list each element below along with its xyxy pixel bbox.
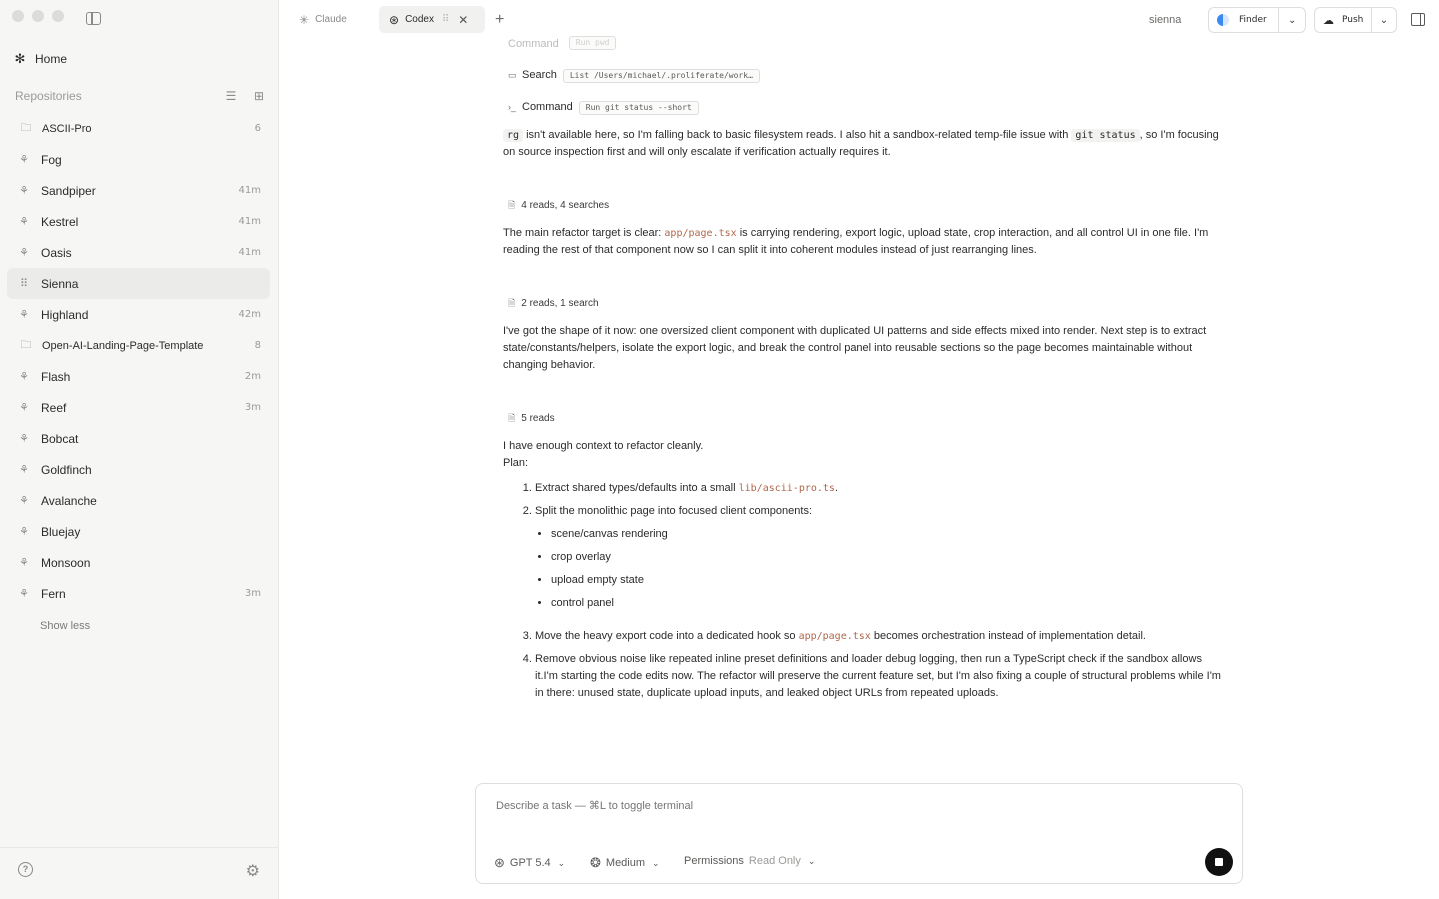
tree-icon: ⚘ — [19, 371, 29, 383]
window-controls — [12, 10, 64, 22]
openai-icon: ⊛ — [389, 12, 400, 27]
sidebar-item-label: Monsoon — [41, 555, 91, 570]
inline-code: app/page.tsx — [664, 228, 737, 239]
loading-dots-icon: ⠿ — [441, 14, 449, 25]
sidebar-workspace-item[interactable] — [7, 299, 270, 330]
plan-substep: • scene/canvas rendering — [551, 526, 1223, 543]
tree-icon: ⚘ — [19, 526, 29, 538]
command-tool-label: Command — [522, 101, 573, 113]
inline-code: lib/ascii-pro.ts — [738, 483, 835, 494]
repositories-header — [15, 89, 266, 103]
sidebar-workspace-item[interactable] — [7, 175, 270, 206]
tree-icon: ⚘ — [19, 464, 29, 476]
inline-code: git status — [1071, 129, 1139, 142]
sidebar-toggle-icon[interactable] — [86, 12, 101, 25]
sidebar-workspace-item[interactable] — [7, 423, 270, 454]
close-tab-icon[interactable]: ✕ — [458, 12, 469, 27]
help-icon[interactable]: ? — [18, 862, 33, 877]
sidebar-item-label: Sandpiper — [41, 183, 96, 198]
main-panel — [279, 0, 1439, 899]
folder-icon: ▭ — [508, 70, 517, 80]
home-link[interactable] — [14, 51, 67, 67]
sidebar-item-meta: 6 — [254, 123, 261, 134]
search-tool-label: Search — [522, 69, 557, 81]
permissions-label: Permissions — [684, 855, 744, 867]
terminal-icon: ›_ — [508, 102, 517, 112]
plan-step — [535, 503, 1223, 612]
right-panel-toggle-icon[interactable] — [1411, 13, 1425, 26]
push-label: Push — [1342, 15, 1364, 25]
close-window-button[interactable] — [12, 10, 24, 22]
sidebar-item-label: Highland — [41, 307, 89, 322]
message-paragraph — [503, 438, 1223, 472]
loading-dots-icon: ⠿ — [19, 278, 29, 290]
push-button[interactable] — [1315, 8, 1372, 32]
sidebar-workspace-item[interactable] — [7, 454, 270, 485]
sidebar-workspace-item[interactable] — [7, 547, 270, 578]
workspace-label: sienna — [1149, 14, 1182, 26]
finder-button[interactable] — [1209, 8, 1279, 32]
reads-summary-label: 2 reads, 1 search — [521, 298, 599, 309]
sidebar-workspace-item[interactable] — [7, 206, 270, 237]
tree-icon: ⚘ — [19, 154, 29, 166]
sidebar-workspace-item[interactable] — [7, 237, 270, 268]
stop-button[interactable] — [1205, 848, 1233, 876]
command-tool-row[interactable] — [508, 99, 699, 116]
finder-button-group — [1208, 7, 1306, 33]
model-selector[interactable] — [494, 855, 565, 871]
sidebar — [0, 0, 279, 899]
sidebar-workspace-item[interactable] — [7, 392, 270, 423]
plan-list — [535, 480, 1223, 708]
effort-label: Medium — [605, 857, 646, 869]
permissions-selector[interactable] — [684, 855, 815, 867]
message-text: isn't available here, so I'm falling back to basic filesystem reads. I also hit a sandbox-related temp-file issue with — [523, 129, 1072, 141]
sidebar-item-label: Bluejay — [41, 524, 81, 539]
sidebar-item-meta: 3m — [244, 402, 261, 413]
message-text: is carrying rendering, export logic, upload state, crop interaction, and all control UI in one file. I'm reading the rest of that component now so I can split it into coherent modules instead of just rearranging lines. — [503, 227, 1209, 256]
sidebar-item-label: Flash — [41, 369, 71, 384]
inline-code: rg — [503, 129, 523, 142]
message-text: I have enough context to refactor cleanly. — [503, 440, 704, 452]
sidebar-item-meta: 41m — [238, 185, 261, 196]
sidebar-footer — [0, 847, 278, 899]
message-paragraph — [503, 127, 1223, 161]
gear-icon[interactable]: ⚙ — [245, 863, 260, 880]
inline-code: app/page.tsx — [798, 631, 871, 642]
plan-step — [535, 480, 1223, 497]
claude-icon: ✳ — [299, 12, 310, 27]
sidebar-item-meta: 2m — [244, 371, 261, 382]
sidebar-item-label: Bobcat — [41, 431, 79, 446]
sidebar-workspace-item[interactable] — [7, 578, 270, 609]
folder-icon: 🗀 — [20, 339, 32, 351]
top-bar — [279, 0, 1439, 40]
filter-icon[interactable]: ☰ — [225, 89, 237, 103]
sidebar-item-meta: 42m — [238, 309, 261, 320]
sidebar-item-label: Avalanche — [41, 493, 97, 508]
tree-icon: ⚘ — [19, 495, 29, 507]
chevron-down-icon: ⌄ — [807, 855, 816, 866]
repositories-label: Repositories — [15, 89, 82, 103]
plan-step — [535, 628, 1223, 645]
sidebar-workspace-item[interactable] — [7, 485, 270, 516]
sidebar-repo-folder[interactable] — [7, 330, 270, 361]
reads-summary[interactable] — [508, 295, 599, 312]
push-button-group — [1314, 7, 1397, 33]
push-chevron-down-icon[interactable]: ⌄ — [1379, 14, 1389, 26]
sidebar-item-meta: 41m — [238, 247, 261, 258]
plan-substep: • upload empty state — [551, 572, 1223, 589]
tree-icon: ⚘ — [19, 216, 29, 228]
sidebar-item-label: ASCII-Pro — [42, 122, 92, 135]
faded-command-pill: Run pwd — [569, 36, 617, 50]
sidebar-item-meta: 8 — [254, 340, 261, 351]
faded-command-label: Command — [508, 38, 559, 50]
reads-summary-label: 4 reads, 4 searches — [521, 200, 610, 211]
sidebar-item-meta: 3m — [244, 588, 261, 599]
sidebar-item-label: Fog — [41, 152, 62, 167]
task-composer — [475, 783, 1243, 884]
reads-summary[interactable] — [508, 410, 555, 427]
home-label: Home — [35, 52, 68, 66]
sidebar-repo-folder[interactable] — [7, 113, 270, 144]
message-text: The main refactor target is clear: — [503, 227, 665, 239]
search-tool-pill: List /Users/michael/.proliferate/work… — [563, 69, 760, 83]
add-folder-icon[interactable]: ⊞ — [253, 89, 265, 103]
tree-icon: ⚘ — [19, 433, 29, 445]
file-icon: 🗎 — [508, 298, 516, 308]
sidebar-item-label: Oasis — [41, 245, 72, 260]
finder-icon — [1217, 14, 1229, 26]
command-tool-pill: Run git status --short — [579, 101, 699, 115]
sidebar-workspace-item[interactable] — [7, 144, 270, 175]
faded-command-row — [508, 36, 616, 53]
tree-icon: ⚘ — [19, 247, 29, 259]
finder-chevron-down-icon[interactable]: ⌄ — [1287, 14, 1297, 26]
plan-substeps — [551, 526, 1223, 612]
sidebar-item-label: Open-AI-Landing-Page-Template — [42, 339, 204, 352]
task-input[interactable] — [496, 800, 1196, 812]
tree-icon: ⚘ — [19, 309, 29, 321]
openai-icon: ⊛ — [494, 855, 505, 870]
sidebar-item-label: Sienna — [41, 276, 79, 291]
reads-summary[interactable] — [508, 197, 609, 214]
plan-step: 4. Remove obvious noise like repeated inline preset definitions and loader debug logging, then run a TypeScript check if the sandbox allows it.I'm starting the code edits now. The refactor will preserve the current feature set, but I'm also fixing a couple of structural problems while I'm in there: unused state, duplicate upload inputs, and leaked object URLs from repeated uploads. — [535, 651, 1223, 702]
message-text: , so I'm focusing on source inspection first and will only escalate if verification actually requires it. — [503, 129, 1219, 158]
repository-list — [7, 113, 270, 642]
sidebar-workspace-item[interactable] — [7, 268, 270, 299]
chevron-down-icon: ⌄ — [557, 857, 566, 868]
tab-claude-label: Claude — [315, 14, 347, 25]
plan-step-text: becomes orchestration instead of implementation detail. — [870, 630, 1146, 642]
add-tab-button[interactable]: + — [495, 11, 505, 28]
folder-icon: 🗀 — [20, 122, 32, 134]
sidebar-item-label: Fern — [41, 586, 66, 601]
plan-step-text: . — [834, 482, 838, 494]
permissions-value: Read Only — [748, 855, 801, 867]
cloud-upload-icon: ☁ — [1323, 13, 1334, 27]
tree-icon: ⚘ — [19, 402, 29, 414]
sidebar-workspace-item[interactable] — [7, 361, 270, 392]
plan-substep: • crop overlay — [551, 549, 1223, 566]
sidebar-item-meta: 41m — [238, 216, 261, 227]
message-paragraph: I've got the shape of it now: one oversized client component with duplicated UI patterns and side effects mixed into render. Next step is to extract state/constants/helpers, isolate the export logic, and break the control panel into reusable sections so the page becomes maintainable without changing behavior. — [503, 325, 1207, 371]
model-label: GPT 5.4 — [509, 857, 551, 869]
file-icon: 🗎 — [508, 413, 516, 423]
tab-codex[interactable] — [379, 6, 485, 33]
sidebar-item-label: Reef — [41, 400, 67, 415]
tree-icon: ⚘ — [19, 185, 29, 197]
minimize-window-button[interactable] — [32, 10, 44, 22]
chevron-down-icon: ⌄ — [652, 857, 660, 868]
effort-selector[interactable] — [590, 855, 660, 871]
plan-step-text: Split the monolithic page into focused client components: — [535, 505, 812, 517]
search-tool-row[interactable] — [508, 67, 760, 84]
tree-icon: ⚘ — [19, 588, 29, 600]
home-icon: ✻ — [14, 51, 26, 66]
sidebar-item-label: Goldfinch — [41, 462, 92, 477]
zoom-window-button[interactable] — [52, 10, 64, 22]
tab-claude[interactable] — [289, 6, 357, 33]
plan-substep: • control panel — [551, 595, 1223, 612]
tree-icon: ⚘ — [19, 557, 29, 569]
plan-step-text: Extract shared types/defaults into a small — [535, 482, 739, 494]
sidebar-workspace-item[interactable] — [7, 516, 270, 547]
plan-step-text: Move the heavy export code into a dedicated hook so — [535, 630, 799, 642]
sidebar-item-label: Kestrel — [41, 214, 79, 229]
tab-codex-label: Codex — [405, 14, 434, 25]
brain-icon: ❂ — [590, 855, 601, 870]
message-text: Plan: — [503, 457, 529, 469]
reads-summary-label: 5 reads — [521, 413, 555, 424]
finder-label: Finder — [1239, 15, 1267, 25]
file-icon: 🗎 — [508, 200, 516, 210]
show-less-button[interactable]: Show less — [40, 619, 91, 632]
message-paragraph — [503, 225, 1223, 259]
